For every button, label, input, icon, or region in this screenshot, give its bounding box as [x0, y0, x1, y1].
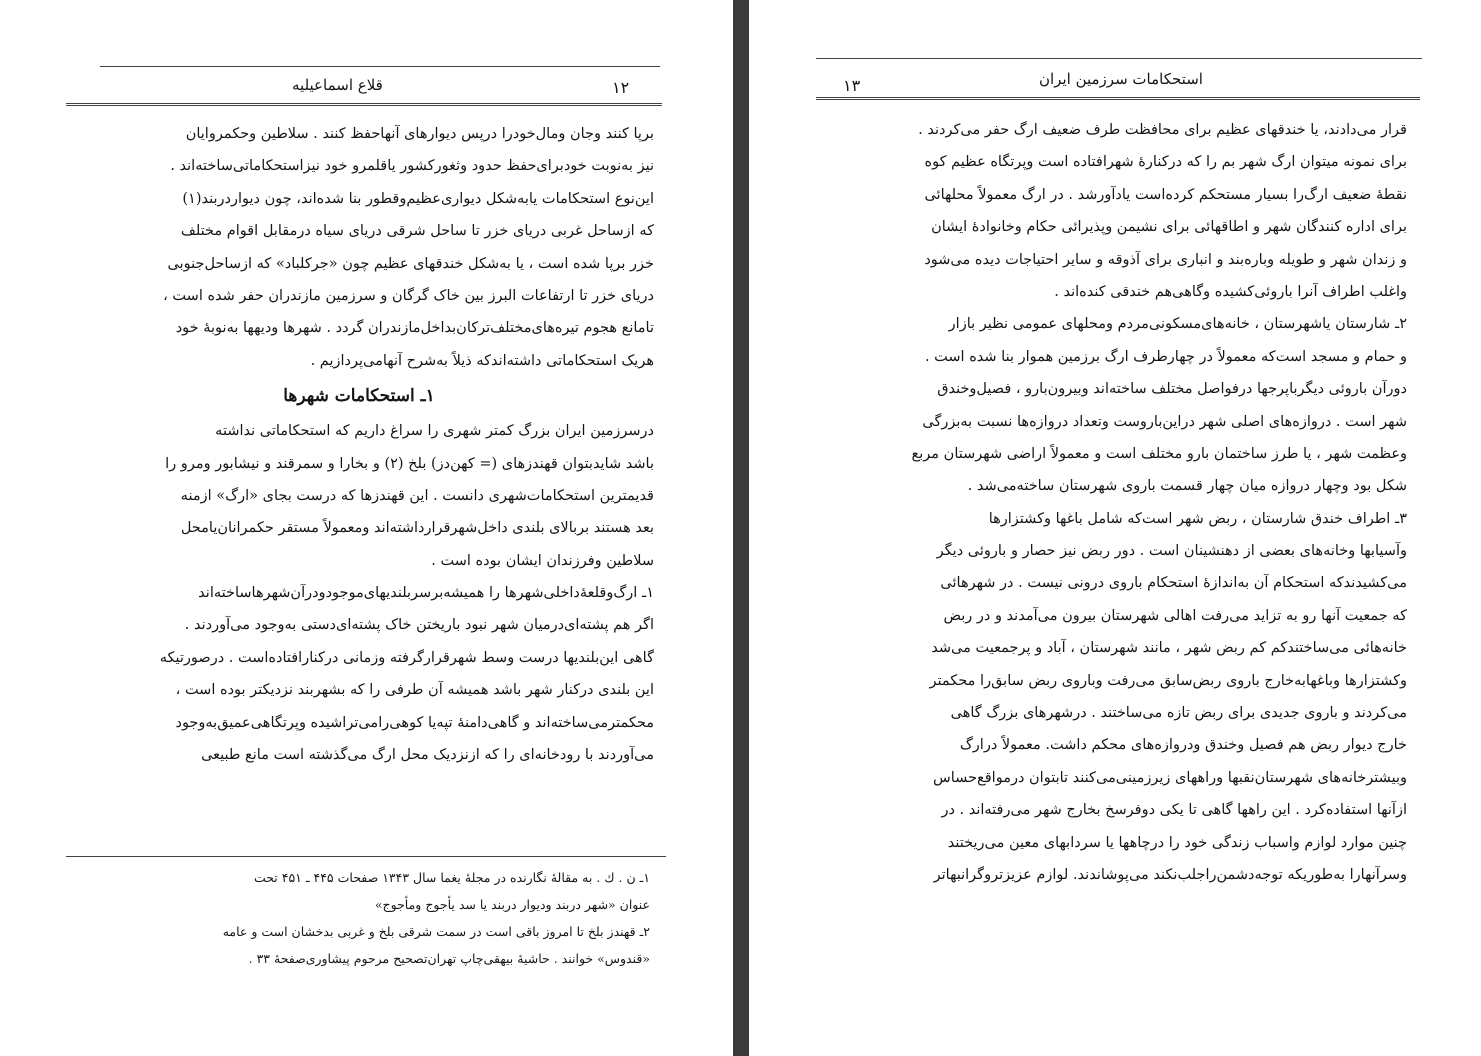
left-header-top-rule	[100, 66, 660, 67]
body-line: دریای خزر تا ارتفاعات البرز بین خاک گرگان و سرزمین مازندران حفر شده است ،	[163, 287, 654, 304]
body-line: که ازساحل غربی دریای خزر تا ساحل شرقی دریای سیاه درمقابل اقوام مختلف	[180, 223, 654, 240]
footnote-line: ۱ـ ن . ك . به مقالهٔ نگارنده در مجلهٔ یغما سال ۱۳۴۳ صفحات ۴۴۵ ـ ۴۵۱ تحت	[253, 870, 650, 885]
body-line: وکشتزارها وباغهابه‌خارج باروی ربض‌سابق می‌رفت وباروی ربض سابق‌را محکمتر	[929, 672, 1407, 689]
body-line: خزر برپا شده است ، یا به‌شکل خندقهای عظیم چون «جرکلباد» که ازساحل‌جنوبی	[167, 255, 654, 272]
left-body-text	[64, 118, 654, 771]
left-page	[0, 0, 733, 1056]
body-line: برای نمونه میتوان ارگ شهر بم را که درکنارهٔ شهرافتاده است وپرتگاه عظیم کوه	[924, 154, 1407, 171]
body-line: این بلندی درکنار شهر باشد همیشه آن طرفی را که بشهربند نزدیکتر بوده است ،	[175, 682, 654, 699]
body-line: برپا کنند وجان ومال‌خودرا درپس دیوارهای آنهاحفظ کنند . سلاطین وحکمروایان	[185, 126, 654, 142]
right-running-title: استحکامات سرزمین ایران	[1039, 70, 1203, 88]
body-line: محکمترمی‌ساخته‌اند و گاهی‌دامنهٔ تپه‌یا کوهی‌رامی‌تراشیده وپرتگاهی‌عمیق‌به‌وجود	[175, 714, 654, 731]
footnote-line: «قندوس» خوانند . حاشیهٔ بیهقی‌چاپ تهران‌تصحیح مرحوم پیشاوری‌صفحهٔ ۳۳ .	[248, 951, 650, 966]
body-line: باشد شایدبتوان قهندزهای (= کهن‌دز) بلخ (۲) و بخارا و سمرقند و نیشابور ومرو را	[165, 455, 654, 472]
left-page-number: ۱۲	[612, 78, 630, 97]
body-line: دورآن باروئی دیگرباپرجها درفواصل مختلف ساخته‌اند وبیرون‌بارو ، فصیل‌وخندق	[937, 381, 1407, 398]
body-line: قدیمترین استحکامات‌شهری دانست . این قهندزها که درست بجای «ارگ» ازمنه	[180, 487, 654, 504]
section-heading: ۱ـ استحکامات شهرها	[283, 386, 435, 407]
body-line: قرار می‌دادند، یا خندقهای عظیم برای محافظت طرف ضعیف ارگ حفر می‌کردند .	[918, 122, 1407, 138]
body-line: که جمعیت آنها رو به تزاید می‌رفت اهالی شهرستان بیرون می‌آمدند و در ربض	[943, 607, 1407, 624]
body-line: شکل بود وچهار دروازه میان چهار قسمت باروی شهرستان ساخته‌می‌شد .	[967, 478, 1407, 495]
body-line: وسرآنهارا به‌طوریکه توجه‌دشمن‌راجلب‌نکند می‌پوشاندند. لوازم عزیزتروگرانبهاتر	[933, 866, 1407, 883]
body-line: اگر هم پشته‌ای‌درمیان شهر نبود باریختن خاک پشته‌ای‌دستی به‌وجود می‌آوردند .	[184, 617, 654, 634]
body-line: ۳ـ اطراف خندق شارستان ، ربض شهر است‌که شامل باغها وکشتزارها	[988, 510, 1407, 527]
body-line: هریک استحکاماتی داشته‌اندکه ذیلاً به‌شرح آنهامی‌پردازیم .	[310, 352, 654, 369]
left-header-bottom-rule	[66, 103, 662, 106]
body-line: ۱ـ ارگ‌وقلعهٔ‌داخلی‌شهرها را همیشه‌برسربلندیهای‌موجودودرآن‌شهرهاساخته‌اند	[198, 585, 654, 602]
body-line: چنین موارد لوازم واسباب زندگی خود را درچاهها یا سردابهای معین می‌ریختند	[947, 834, 1407, 851]
body-line: می‌کردند و باروی جدیدی برای ربض تازه می‌ساختند . درشهرهای بزرگ گاهی	[950, 705, 1407, 722]
body-line: و حمام و مسجد است‌که معمولاً در چهارطرف ارگ برزمین هموار بنا شده است .	[924, 348, 1407, 365]
body-line: وبیشترخانه‌های شهرستان‌نقبها وراههای زیرزمینی‌می‌کنند تابتوان درمواقع‌حساس	[933, 769, 1407, 786]
left-running-title: قلاع اسماعیلیه	[292, 76, 383, 94]
body-line: خانه‌هائی می‌ساختندکم کم ربض شهر ، مانند شهرستان ، آباد و پرجمعیت می‌شد	[931, 640, 1407, 657]
body-line: وآسیابها وخانه‌های بعضی از دهنشینان است . دور ربض نیز حصار و باروئی دیگر	[936, 543, 1407, 560]
book-gutter	[733, 0, 749, 1056]
body-line: نیز به‌نوبت خودبرای‌حفظ حدود وثغورکشور یاقلمرو خود نیزاستحکاماتی‌ساخته‌اند .	[170, 158, 654, 175]
body-line: می‌آوردند با رودخانه‌ای را که ازنزدیک‌ محل ارگ می‌گذشته است مانع طبیعی	[201, 747, 654, 764]
body-line: خارج دیوار ربض هم فصیل وخندق ودروازه‌های محکم داشت. معمولاً درارگ	[959, 737, 1407, 754]
left-footnotes	[90, 864, 650, 972]
body-line: می‌کشیدندکه استحکام آن به‌اندازهٔ استحکام باروی درونی نیست . در شهرهائی	[940, 575, 1407, 592]
body-line: درسرزمین ایران بزرگ کمتر شهری را سراغ داریم که استحکاماتی نداشته	[215, 423, 654, 440]
body-line: وعظمت شهر ، یا طرز ساختمان بارو مختلف است و معمولاً اراضی شهرستان مربع	[911, 445, 1407, 462]
footnote-separator	[66, 856, 666, 857]
body-line: تامانع هجوم تیره‌های‌مختلف‌ترکان‌بداخل‌مازندران گردد . شهرها ودیهها به‌نوبهٔ خود	[175, 320, 654, 337]
right-header-top-rule	[816, 58, 1422, 59]
body-line: نقطهٔ ضعیف ارگ‌را بسیار مستحکم کرده‌است یادآورشد . در ارگ معمولاً محلهائی	[924, 186, 1407, 203]
body-line: شهر است . دروازه‌های اصلی شهر دراین‌باروست وتعداد دروازه‌ها نسبت به‌بزرگی	[922, 413, 1407, 430]
body-line: برای اداره کنندگان شهر و اطاقهائی برای نشیمن وپذیرائی حکام وخانوادهٔ ایشان	[931, 219, 1407, 236]
footnote-line: ۲ـ قهندز بلخ تا امروز باقی است در سمت شرقی بلخ و غربی بدخشان است و عامه	[222, 924, 650, 939]
right-page-number: ۱۳	[843, 76, 861, 95]
right-page	[749, 0, 1481, 1056]
right-header-bottom-rule	[816, 97, 1420, 100]
right-body-text	[827, 114, 1407, 891]
body-line: ۲ـ شارستان یاشهرستان ، خانه‌های‌مسکونی‌مردم ومحلهای عمومی نظیر بازار	[948, 316, 1407, 333]
body-line: و زندان شهر و طویله وباره‌بند و انباری برای آذوقه و سایر احتیاجات دیده می‌شود	[924, 251, 1407, 268]
body-line: سلاطین وفرزندان ایشان بوده است .	[431, 552, 654, 569]
body-line: این‌نوع استحکامات یابه‌شکل دیواری‌عظیم‌وقطور بنا شده‌اند، چون دیواردربند(۱)	[182, 190, 654, 207]
body-line: ازآنها استفاده‌کرد . این راهها گاهی تا یکی دوفرسخ بخارج شهر می‌رفته‌اند . در	[941, 802, 1407, 819]
body-line: بعد هستند بربالای بلندی داخل‌شهرقرارداشته‌اند ومعمولاً مستقر حکمرانان‌یامحل	[180, 520, 654, 537]
footnote-line: عنوان «شهر دربند ودیوار دربند یا سد یأجوج ومأجوج»	[374, 897, 650, 912]
body-line: واغلب اطراف آنرا باروئی‌کشیده وگاهی‌هم خندقی کنده‌اند .	[1054, 283, 1407, 300]
body-line: گاهی این‌بلندیها درست وسط شهرقرارگرفته وزمانی درکنارافتاده‌است . درصورتیکه	[159, 649, 654, 666]
